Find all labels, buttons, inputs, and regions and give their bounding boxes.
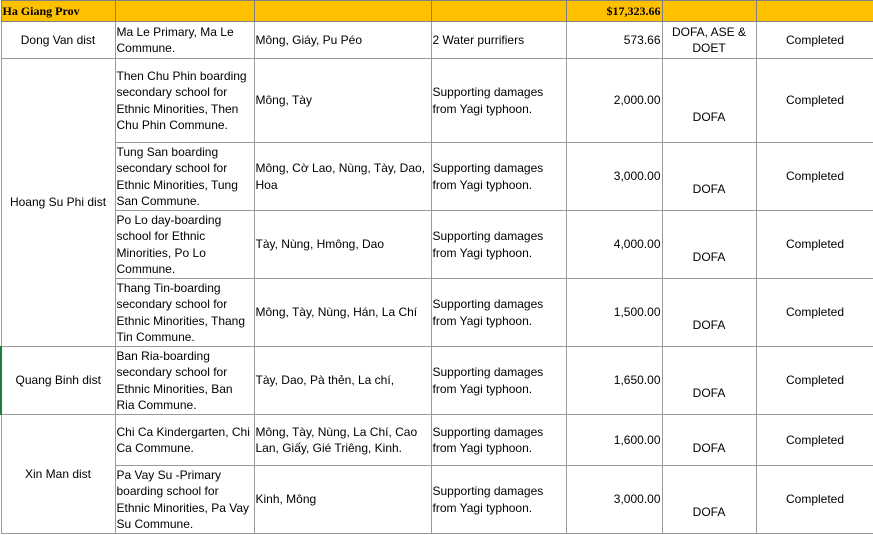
empty-cell[interactable] bbox=[254, 1, 431, 22]
ethnic-cell[interactable]: Mông, Tày, Nùng, La Chí, Cao Lan, Giấy, Gié Triêng, Kinh. bbox=[254, 415, 431, 466]
school-cell[interactable]: Po Lo day-boarding school for Ethnic Minorities, Po Lo Commune. bbox=[115, 211, 254, 279]
table-row[interactable] bbox=[1, 279, 873, 347]
amount-cell[interactable]: 3,000.00 bbox=[566, 466, 662, 534]
agency-cell[interactable]: DOFA, ASE & DOET bbox=[662, 22, 756, 59]
school-cell[interactable]: Ma Le Primary, Ma Le Commune. bbox=[115, 22, 254, 59]
ethnic-cell[interactable]: Tày, Nùng, Hmông, Dao bbox=[254, 211, 431, 279]
agency-cell[interactable]: DOFA bbox=[662, 347, 756, 415]
empty-cell[interactable] bbox=[115, 1, 254, 22]
agency-cell[interactable]: DOFA bbox=[662, 279, 756, 347]
table-row[interactable] bbox=[1, 466, 873, 534]
table-row[interactable] bbox=[1, 143, 873, 211]
district-cell[interactable]: Dong Van dist bbox=[1, 22, 115, 59]
status-cell[interactable]: Completed bbox=[756, 211, 873, 279]
agency-cell[interactable]: DOFA bbox=[662, 59, 756, 143]
table-row[interactable] bbox=[1, 59, 873, 143]
ethnic-cell[interactable]: Kinh, Mông bbox=[254, 466, 431, 534]
ethnic-cell[interactable]: Mông, Tày bbox=[254, 59, 431, 143]
status-cell[interactable]: Completed bbox=[756, 466, 873, 534]
province-name[interactable]: Ha Giang Prov bbox=[1, 1, 115, 22]
purpose-cell[interactable]: 2 Water purrifiers bbox=[431, 22, 566, 59]
purpose-cell[interactable]: Supporting damages from Yagi typhoon. bbox=[431, 347, 566, 415]
district-cell[interactable]: Quang Binh dist bbox=[1, 347, 115, 415]
table-row[interactable] bbox=[1, 211, 873, 279]
status-cell[interactable]: Completed bbox=[756, 59, 873, 143]
table-row[interactable] bbox=[1, 347, 873, 415]
school-cell[interactable]: Then Chu Phin boarding secondary school for Ethnic Minorities, Then Chu Phin Commune. bbox=[115, 59, 254, 143]
province-row[interactable] bbox=[1, 1, 873, 22]
agency-cell[interactable]: DOFA bbox=[662, 466, 756, 534]
table-row[interactable] bbox=[1, 22, 873, 59]
table-row[interactable] bbox=[1, 415, 873, 466]
school-cell[interactable]: Thang Tin-boarding secondary school for Ethnic Minorities, Thang Tin Commune. bbox=[115, 279, 254, 347]
purpose-cell[interactable]: Supporting damages from Yagi typhoon. bbox=[431, 211, 566, 279]
school-cell[interactable]: Chi Ca Kindergarten, Chi Ca Commune. bbox=[115, 415, 254, 466]
empty-cell[interactable] bbox=[431, 1, 566, 22]
agency-cell[interactable]: DOFA bbox=[662, 211, 756, 279]
ethnic-cell[interactable]: Mông, Giáy, Pu Péo bbox=[254, 22, 431, 59]
empty-cell[interactable] bbox=[662, 1, 756, 22]
school-cell[interactable]: Ban Ria-boarding secondary school for Ethnic Minorities, Ban Ria Commune. bbox=[115, 347, 254, 415]
purpose-cell[interactable]: Supporting damages from Yagi typhoon. bbox=[431, 415, 566, 466]
province-total[interactable]: $17,323.66 bbox=[566, 1, 662, 22]
purpose-cell[interactable]: Supporting damages from Yagi typhoon. bbox=[431, 143, 566, 211]
purpose-cell[interactable]: Supporting damages from Yagi typhoon. bbox=[431, 466, 566, 534]
amount-cell[interactable]: 573.66 bbox=[566, 22, 662, 59]
status-cell[interactable]: Completed bbox=[756, 347, 873, 415]
amount-cell[interactable]: 3,000.00 bbox=[566, 143, 662, 211]
amount-cell[interactable]: 1,600.00 bbox=[566, 415, 662, 466]
purpose-cell[interactable]: Supporting damages from Yagi typhoon. bbox=[431, 279, 566, 347]
empty-cell[interactable] bbox=[756, 1, 873, 22]
district-cell[interactable]: Hoang Su Phi dist bbox=[1, 59, 115, 347]
amount-cell[interactable]: 2,000.00 bbox=[566, 59, 662, 143]
ethnic-cell[interactable]: Tày, Dao, Pà thẻn, La chí, bbox=[254, 347, 431, 415]
ethnic-cell[interactable]: Mông, Tày, Nùng, Hán, La Chí bbox=[254, 279, 431, 347]
amount-cell[interactable]: 1,650.00 bbox=[566, 347, 662, 415]
agency-cell[interactable]: DOFA bbox=[662, 143, 756, 211]
amount-cell[interactable]: 4,000.00 bbox=[566, 211, 662, 279]
ethnic-cell[interactable]: Mông, Cờ Lao, Nùng, Tày, Dao, Hoa bbox=[254, 143, 431, 211]
status-cell[interactable]: Completed bbox=[756, 415, 873, 466]
purpose-cell[interactable]: Supporting damages from Yagi typhoon. bbox=[431, 59, 566, 143]
district-cell[interactable]: Xin Man dist bbox=[1, 415, 115, 534]
agency-cell[interactable]: DOFA bbox=[662, 415, 756, 466]
status-cell[interactable]: Completed bbox=[756, 279, 873, 347]
school-cell[interactable]: Pa Vay Su -Primary boarding school for Ethnic Minorities, Pa Vay Su Commune. bbox=[115, 466, 254, 534]
status-cell[interactable]: Completed bbox=[756, 143, 873, 211]
status-cell[interactable]: Completed bbox=[756, 22, 873, 59]
amount-cell[interactable]: 1,500.00 bbox=[566, 279, 662, 347]
school-cell[interactable]: Tung San boarding secondary school for Ethnic Minorities, Tung San Commune. bbox=[115, 143, 254, 211]
